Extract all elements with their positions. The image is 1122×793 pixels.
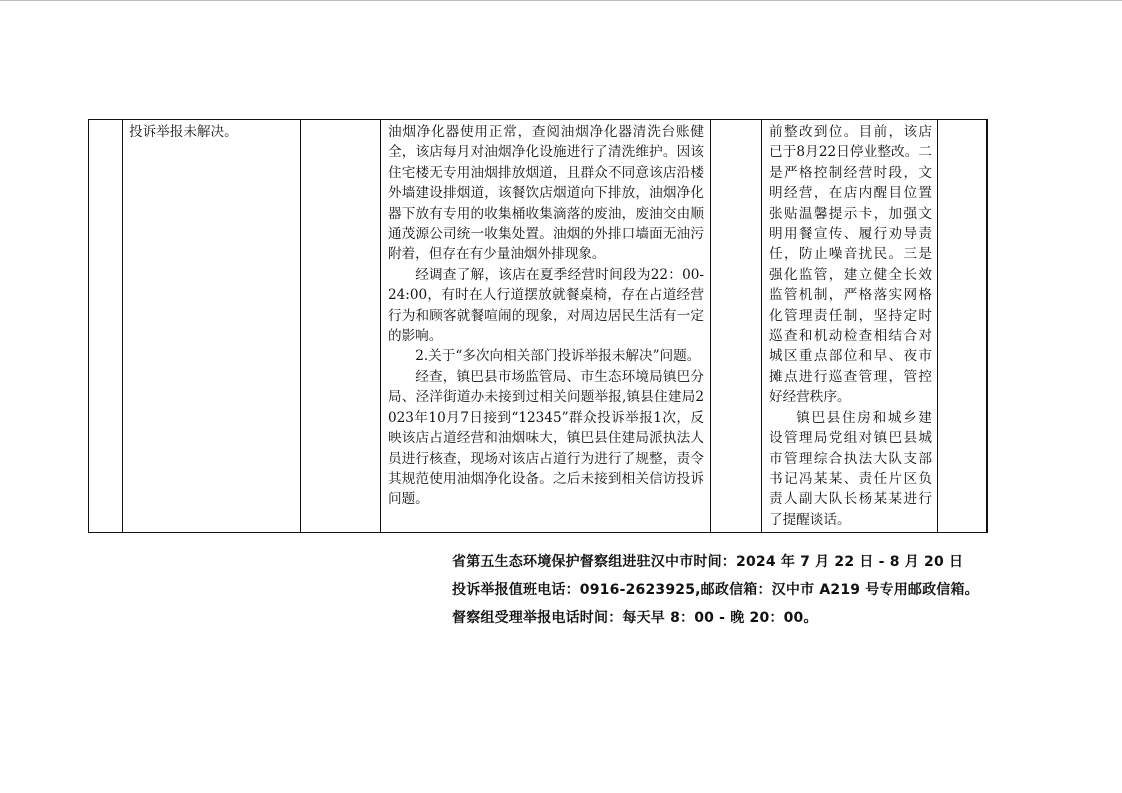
hotline-note: 投诉举报值班电话：0916-2623925,邮政信箱：汉中市 A219 号专用邮政信箱。 bbox=[452, 582, 979, 598]
column-divider bbox=[761, 120, 762, 532]
column-divider bbox=[986, 120, 987, 532]
findings-paragraph-2: 经调查了解，该店在夏季经营时间段为22：00-24:00，有时在人行道摆放就餐桌椅，存在占道经营行为和顾客就餐喧闹的现象，对周边居民生活有一定的影响。 bbox=[388, 266, 704, 345]
column-divider bbox=[710, 120, 711, 532]
findings-paragraph-4: 经查，镇巴县市场监管局、市生态环境局镇巴分局、泾洋街道办未接到过相关问题举报,镇县住建局2023年10月7日接到“12345”群众投诉举报1次，反映该店占道经营和油烟味大，镇巴县住建局派执法人员进行核查，现场对该店占道行为进行了规整，责令其规范使用油烟净化设备。之后未接到相关信访投诉问题。 bbox=[388, 368, 704, 508]
rectification-paragraph-2: 镇巴县住房和城乡建设管理局党组对镇巴县城市管理综合执法大队支部书记冯某某、责任片区负责人副大队长杨某某进行了提醒谈话。 bbox=[769, 409, 932, 528]
investigation-findings-cell bbox=[388, 122, 704, 510]
complaint-table bbox=[88, 119, 988, 533]
findings-paragraph-1: 油烟净化器使用正常，查阅油烟净化器清洗台账健全，该店每月对油烟净化设施进行了清洗维护。因该住宅楼无专用油烟排放烟道，且群众不同意该店沿楼外墙建设排烟道，该餐饮店烟道向下排放，油烟净化器下放有专用的收集桶收集滴落的废油，废油交由顺通茂源公司统一收集处置。油烟的外排口墙面无油污附着，但存在有少量油烟外排现象。 bbox=[388, 124, 704, 263]
rectification-paragraph-1: 前整改到位。目前，该店已于8月22日停业整改。二是严格控制经营时段，文明经营，在店内醒目位置张贴温馨提示卡，加强文明用餐宣传、履行劝导责任，防止噪音扰民。三是强化监管，建立健全长效监管机制，严格落实网格化管理责任制，坚持定时巡查和机动检查相结合对城区重点部位和早、夜市摊点进行巡查管理，管控好经营秩序。 bbox=[769, 124, 932, 406]
column-divider bbox=[937, 120, 938, 532]
complaint-issue-cell bbox=[129, 122, 297, 142]
column-divider bbox=[122, 120, 123, 532]
page-top-edge bbox=[0, 0, 1122, 1]
column-divider bbox=[380, 120, 381, 532]
hotline-hours-note: 督察组受理举报电话时间：每天早 8：00 - 晚 20：00。 bbox=[452, 610, 818, 626]
findings-paragraph-3: 2.关于“多次向相关部门投诉举报未解决”问题。 bbox=[415, 348, 701, 365]
inspection-period-note: 省第五生态环境保护督察组进驻汉中市时间：2024 年 7 月 22 日 - 8 月 20 日 bbox=[452, 554, 964, 570]
rectification-cell bbox=[769, 122, 932, 530]
complaint-issue-text: 投诉举报未解决。 bbox=[129, 124, 238, 140]
column-divider bbox=[300, 120, 301, 532]
